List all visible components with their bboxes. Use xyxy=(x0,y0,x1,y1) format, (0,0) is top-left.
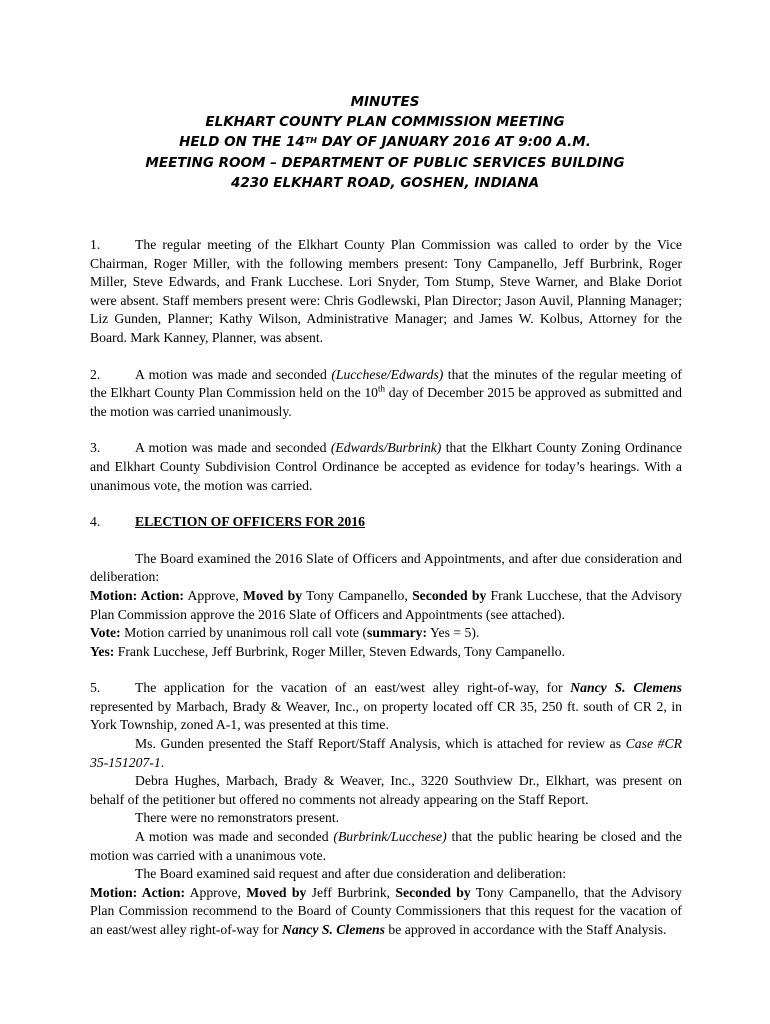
item-4-heading xyxy=(90,513,682,532)
header-address: 4230 ELKHART ROAD, GOSHEN, INDIANA xyxy=(230,174,540,191)
minutes-header xyxy=(90,92,680,193)
header-title: MINUTES xyxy=(350,94,420,110)
item-5-hearing-motion: A motion was made and seconded (Burbrink/Lucchese) that the public hearing be closed and the motion was carried with a unanimous vote. xyxy=(90,829,683,863)
item-5-staff-report: Ms. Gunden presented the Staff Report/Staff Analysis, which is attached for review as Case #CR 35-151207-1. xyxy=(90,736,682,770)
header-date: HELD ON THE 14TH DAY OF JANUARY 2016 AT 9:00 A.M. xyxy=(179,134,591,151)
item-4-paragraph: The Board examined the 2016 Slate of Officers and Appointments, and after due consideration and deliberation: xyxy=(90,550,682,585)
item-number: 4. xyxy=(90,514,101,530)
section-heading: ELECTION OF OFFICERS FOR 2016 xyxy=(135,514,365,530)
header-date-superscript: TH xyxy=(304,136,317,146)
petitioner-name: Nancy S. Clemens xyxy=(570,680,682,696)
item-4-vote: Vote: Motion carried by unanimous roll call vote (summary: Yes = 5). xyxy=(90,625,480,641)
item-number: 1. xyxy=(90,237,101,252)
header-commission: ELKHART COUNTY PLAN COMMISSION MEETING xyxy=(205,114,565,131)
item-5-paragraph: 5. The application for the vacation of an east/west alley right-of-way, for Nancy S. Clemens represented by Marbach, Brady & Weaver, Inc., on property located off CR 35, 250 ft. south of CR 2, in York Township, zoned A-1, was presented at this time. xyxy=(90,680,682,733)
case-number: Case #CR 35-151207-1 xyxy=(90,736,682,770)
minutes-body xyxy=(90,236,682,940)
item-5-deliberation: The Board examined said request and after due consideration and deliberation: xyxy=(135,866,566,882)
item-1-text: The regular meeting of the Elkhart County Plan Commission was called to order by the Vice Chairman, Roger Miller, with the following members present: Tony Campanello, Jeff Burbrink, Roger Miller, Steve Edwards, and Frank Lucchese. Lori Snyder, Tom Stump, Steve Warner, and Blake Doriot were absent. Staff members present were: Chris Godlewski, Plan Director; Jason Auvil, Planning Manager; Liz Gunden, Planner; Kathy Wilson, Administrative Manager; and James W. Kolbus, Attorney for the Board. Mark Kanney, Planner, was absent. xyxy=(90,237,682,345)
item-1-paragraph xyxy=(90,236,682,348)
item-5-petitioner: Debra Hughes, Marbach, Brady & Weaver, Inc., 3220 Southview Dr., Elkhart, was present on behalf of the petitioner but offered no comments not already appearing on the Staff Report. xyxy=(90,773,682,807)
item-number: 5. xyxy=(90,680,101,696)
motion-initials: (Burbrink/Lucchese) xyxy=(333,829,447,845)
motion-initials: (Edwards/Burbrink) xyxy=(330,440,442,456)
item-5-motion: Motion: Action: Approve, Moved by Jeff Burbrink, Seconded by Tony Campanello, that the Advisory Plan Commission recommend to the Board of County Commissioners that this request for the vacation of an east/west alley right-of-way for Nancy S. Clemens be approved in accordance with the Staff Analysis. xyxy=(90,884,683,937)
item-number: 2. xyxy=(90,366,101,382)
petitioner-name: Nancy S. Clemens xyxy=(281,922,385,937)
item-number: 3. xyxy=(90,440,101,456)
motion-initials: (Lucchese/Edwards) xyxy=(331,366,444,382)
item-3-paragraph: 3. A motion was made and seconded (Edwards/Burbrink) that the Elkhart County Zoning Ordinance and Elkhart County Subdivision Control Ordinance be accepted as evidence for today’s hearings. With a unanimous vote, the motion was carried. xyxy=(90,440,682,493)
item-4-motion: Motion: Action: Approve, Moved by Tony Campanello, Seconded by Frank Lucchese, that the Advisory Plan Commission approve the 2016 Slate of Officers and Appointments (see attached). xyxy=(90,587,683,622)
header-location: MEETING ROOM – DEPARTMENT OF PUBLIC SERVICES BUILDING xyxy=(145,154,625,171)
item-4-yes-votes: Yes: Frank Lucchese, Jeff Burbrink, Roger Miller, Steven Edwards, Tony Campanello. xyxy=(90,643,566,659)
item-5-remonstrators: There were no remonstrators present. xyxy=(135,810,340,826)
item-2-paragraph: 2. A motion was made and seconded (Lucchese/Edwards) that the minutes of the regular meeting of the Elkhart County Plan Commission held on the 10th day of December 2015 be approved as submitted and the motion was carried unanimously. xyxy=(90,366,682,419)
